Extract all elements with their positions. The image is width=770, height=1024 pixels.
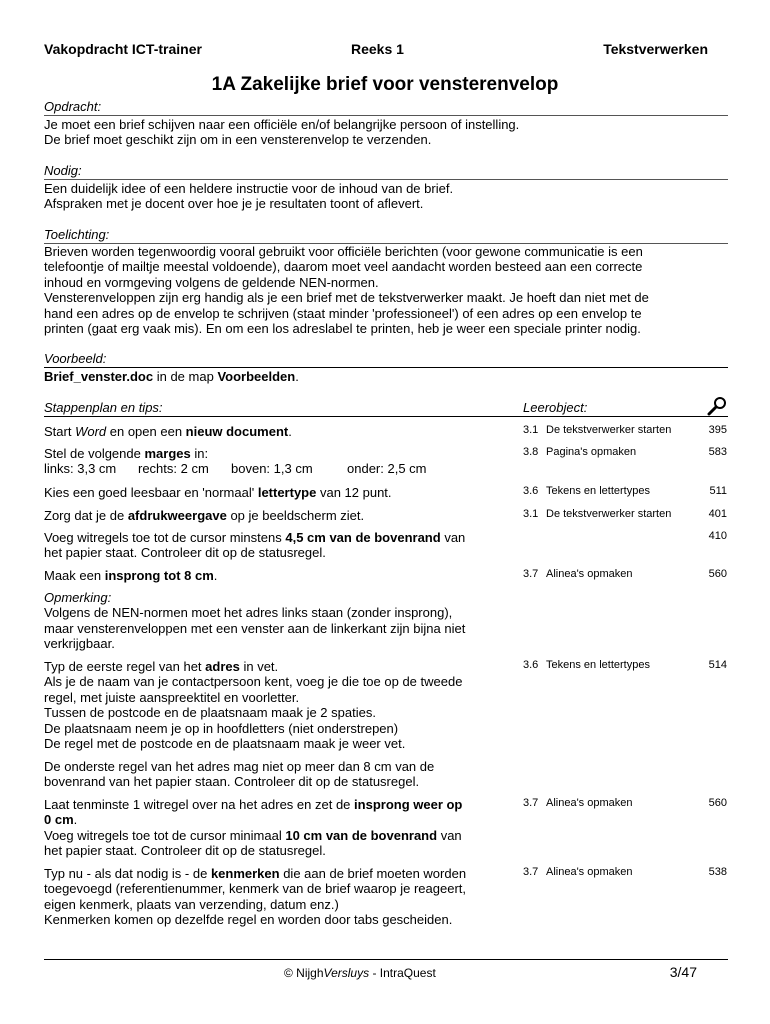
- text-span: .: [73, 812, 78, 828]
- text-span: in de map: [153, 369, 218, 384]
- text-line: Als je de naam van je contactpersoon kent, voeg je die toe op de tweede: [44, 674, 463, 690]
- text-line: Vensterenveloppen zijn erg handig als je een brief met de tekstverwerker maakt. Je hoeft dan niet met de: [44, 290, 649, 306]
- step-kenmerken: [44, 866, 514, 928]
- lo-code: 3.1: [523, 508, 539, 520]
- text-line: [44, 812, 514, 827]
- lo-link[interactable]: Alinea's opmaken: [546, 797, 633, 809]
- lo-code: 3.7: [523, 568, 539, 580]
- lo-page: 538: [708, 866, 727, 878]
- toelichting-label: Toelichting:: [44, 227, 110, 242]
- text-span: 4,5 cm van de bovenrand: [285, 530, 441, 545]
- opdracht-label: Opdracht:: [44, 99, 102, 114]
- margin-top-value: boven: 1,3 cm: [231, 461, 313, 477]
- text-line: [44, 828, 514, 843]
- text-span: - IntraQuest: [369, 966, 436, 980]
- lo-page: 514: [708, 659, 727, 671]
- text-line: [44, 530, 514, 545]
- step-start-word: [44, 424, 514, 439]
- text-span: van: [440, 530, 466, 545]
- step-marges: [44, 446, 514, 476]
- toelichting-text: [44, 244, 720, 336]
- lo-code: 3.8: [523, 446, 539, 458]
- text-span: .: [213, 568, 218, 583]
- text-span: Typ nu - als dat nodig is - de: [44, 866, 211, 881]
- text-span: Start: [44, 424, 76, 439]
- text-span: Laat tenminste 1 witregel over na het adres en zet de: [44, 797, 355, 812]
- lo-code: 3.7: [523, 797, 539, 809]
- text-line: De onderste regel van het adres mag niet op meer dan 8 cm van de: [44, 759, 435, 774]
- text-span: Voeg witregels toe tot de cursor minstens: [44, 530, 286, 545]
- text-span: marges: [144, 446, 191, 461]
- text-span: insprong weer op: [354, 797, 463, 812]
- divider: [44, 115, 728, 116]
- text-line: Kenmerken komen op dezelfde regel en worden door tabs gescheiden.: [44, 912, 453, 928]
- margin-left-value: links: 3,3 cm: [44, 461, 117, 477]
- example-folder: Voorbeelden: [217, 369, 296, 384]
- opmerking-block: [44, 590, 514, 652]
- footer-divider: [44, 959, 728, 960]
- step-insprong: [44, 568, 514, 583]
- text-span: van: [437, 827, 462, 843]
- page-title: 1A Zakelijke brief voor vensterenvelop: [211, 74, 559, 95]
- text-span: op je beeldscherm ziet.: [226, 508, 365, 523]
- text-span: lettertype: [257, 485, 317, 500]
- footer-page-number: 3/47: [669, 964, 697, 980]
- step-onderste-regel: [44, 759, 514, 790]
- lo-link[interactable]: Tekens en lettertypes: [546, 485, 650, 497]
- text-line: De brief moet geschikt zijn om in een vensterenvelop te verzenden.: [44, 132, 432, 148]
- lo-page: 410: [708, 530, 727, 542]
- text-line: Volgens de NEN-normen moet het adres links staan (zonder insprong),: [44, 605, 453, 621]
- text-span: en open een: [106, 424, 186, 439]
- text-line: De regel met de postcode en de plaatsnaam maak je weer vet.: [44, 736, 406, 752]
- step-adres: [44, 659, 514, 751]
- text-span: adres: [205, 659, 240, 674]
- text-line: Tussen de postcode en de plaatsnaam maak je 2 spaties.: [44, 705, 376, 721]
- text-span: van 12 punt.: [316, 485, 392, 500]
- text-line: [44, 461, 514, 476]
- text-span: nieuw document: [185, 424, 289, 439]
- steps-label: Stappenplan en tips:: [44, 400, 163, 415]
- text-span: .: [288, 424, 292, 439]
- text-line: maar vensterenveloppen met een venster aan de linkerkant zijn bijna niet: [44, 620, 466, 636]
- text-line: [44, 446, 514, 461]
- lo-code: 3.6: [523, 485, 539, 497]
- lo-link[interactable]: De tekstverwerker starten: [546, 508, 672, 520]
- text-line: Brieven worden tegenwoordig vooral gebruikt voor officiële berichten (voor gewone communicatie is een: [44, 244, 643, 259]
- text-line: verkrijgbaar.: [44, 636, 115, 652]
- text-span: © Nijgh: [284, 966, 324, 980]
- lo-link[interactable]: Alinea's opmaken: [546, 866, 633, 878]
- step-witregels-bovenrand: [44, 530, 514, 561]
- lo-page: 560: [708, 797, 727, 809]
- margin-right-value: rechts: 2 cm: [138, 461, 209, 477]
- lo-page: 401: [708, 508, 727, 520]
- text-line: De plaatsnaam neem je op in hoofdletters (niet onderstrepen): [44, 720, 399, 736]
- divider: [44, 416, 728, 417]
- text-line: toegevoegd (referentienummer, kenmerk van de brief waarop je reageert,: [44, 881, 467, 897]
- voorbeeld-label: Voorbeeld:: [44, 351, 107, 366]
- text-span: .: [295, 369, 299, 384]
- text-span: Versluys: [323, 966, 370, 980]
- text-line: eigen kenmerk, plaats van verzending, datum enz.): [44, 896, 339, 912]
- text-span: Zorg dat je de: [44, 508, 128, 523]
- lo-link[interactable]: Pagina's opmaken: [546, 446, 637, 458]
- text-span: Word: [75, 424, 107, 439]
- text-span: Stel de volgende: [44, 446, 145, 461]
- divider: [44, 179, 728, 180]
- text-span: afdrukweergave: [127, 508, 227, 523]
- opmerking-label: Opmerking:: [44, 590, 112, 605]
- lo-code: 3.7: [523, 866, 539, 878]
- step-afdrukweergave: [44, 508, 514, 523]
- lo-page: 560: [708, 568, 727, 580]
- text-line: hand een adres op de envelop te schrijven (staat minder 'professioneel') of een adres op een envelop te: [44, 305, 642, 321]
- voorbeeld-text: [44, 369, 720, 384]
- lo-link[interactable]: Alinea's opmaken: [546, 568, 633, 580]
- text-span: insprong tot 8 cm: [104, 568, 214, 583]
- text-line: [44, 659, 514, 674]
- text-span: 0 cm: [44, 812, 74, 828]
- lo-code: 3.1: [523, 424, 539, 436]
- step-witregel-insprong: [44, 797, 514, 859]
- step-lettertype: [44, 485, 514, 500]
- lo-page: 395: [708, 424, 727, 436]
- divider: [44, 367, 728, 368]
- text-line: regel, met juiste aanspreektitel en voorletter.: [44, 689, 300, 705]
- footer-copyright: [284, 966, 436, 980]
- leerobject-label: Leerobject:: [523, 400, 588, 415]
- text-line: [44, 797, 514, 812]
- text-line: [44, 866, 514, 881]
- text-line: inhoud en vormgeving volgens de geldende NEN-normen.: [44, 274, 379, 290]
- lo-page: 511: [709, 485, 727, 497]
- text-span: Voeg witregels toe tot de cursor minimaal: [44, 827, 286, 843]
- lo-page: 583: [708, 446, 727, 458]
- text-span: kenmerken: [210, 866, 280, 881]
- magnifier-icon: [705, 396, 729, 416]
- text-line: Een duidelijk idee of een heldere instructie voor de inhoud van de brief.: [44, 181, 454, 196]
- nodig-label: Nodig:: [44, 163, 82, 178]
- text-line: bovenrand van het papier staan. Controleer dit op de statusregel.: [44, 774, 420, 790]
- text-line: telefoontje of mailtje meestal voldoende), daarom moet veel aandacht worden besteed aan een correcte: [44, 259, 643, 275]
- text-line: printen (gaat erg vaak mis). En om een los adreslabel te printen, heb je weer een speciale printer nodig.: [44, 321, 641, 337]
- text-line: Je moet een brief schijven naar een officiële en/of belangrijke persoon of instelling.: [44, 117, 520, 132]
- header-left: Vakopdracht ICT-trainer: [44, 41, 202, 57]
- text-line: het papier staat. Controleer dit op de statusregel.: [44, 545, 326, 561]
- header-right: Tekstverwerken: [603, 41, 708, 57]
- header-center: Reeks 1: [351, 41, 404, 57]
- margin-bottom-value: onder: 2,5 cm: [347, 461, 427, 477]
- text-span: in vet.: [239, 659, 279, 674]
- text-span: Typ de eerste regel van het: [44, 659, 206, 674]
- lo-code: 3.6: [523, 659, 539, 671]
- text-span: Kies een goed leesbaar en 'normaal': [44, 485, 258, 500]
- text-span: in:: [190, 446, 209, 461]
- text-line: Afspraken met je docent over hoe je je resultaten toont of aflevert.: [44, 196, 424, 212]
- text-span: 10 cm van de bovenrand: [285, 827, 438, 843]
- text-span: Maak een: [44, 568, 105, 583]
- lo-link[interactable]: Tekens en lettertypes: [546, 659, 650, 671]
- text-line: het papier staat. Controleer dit op de statusregel.: [44, 843, 326, 859]
- text-span: die aan de brief moeten worden: [279, 866, 467, 881]
- opdracht-text: [44, 117, 720, 148]
- lo-link[interactable]: De tekstverwerker starten: [546, 424, 672, 436]
- nodig-text: [44, 181, 720, 212]
- example-file: Brief_venster.doc: [44, 369, 154, 384]
